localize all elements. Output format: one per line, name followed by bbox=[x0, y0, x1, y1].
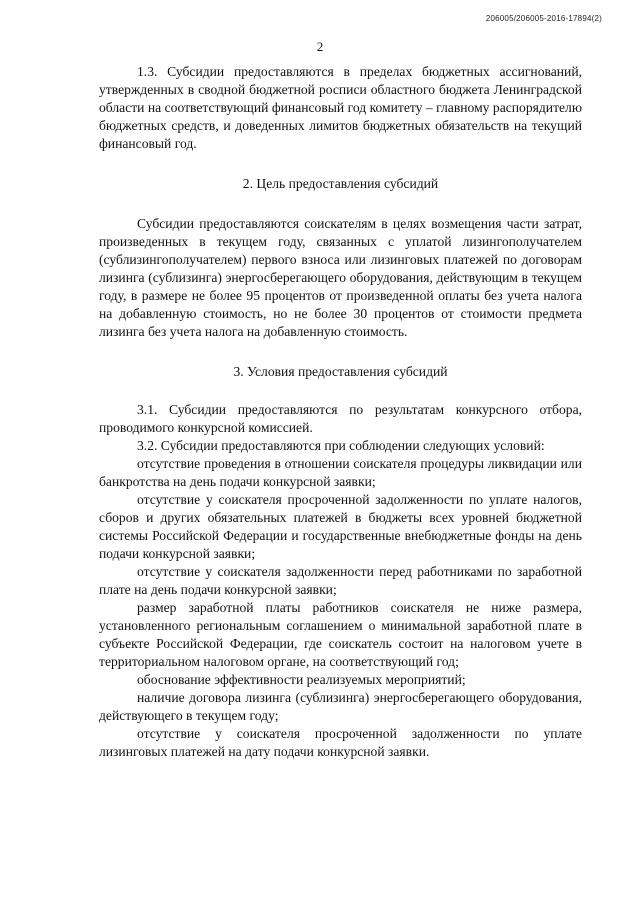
condition-item: размер заработной платы работников соискателя не ниже размера, установленного региональным соглашением о минимальной заработной плате в субъекте Российской Федерации, где соискатель состоит на налоговом учете в территориальном налоговом органе, на соответствующий год; bbox=[99, 600, 582, 669]
document-id: 206005/206005-2016-17894(2) bbox=[485, 14, 602, 23]
condition-item: обоснование эффективности реализуемых мероприятий; bbox=[137, 672, 466, 687]
condition-item: отсутствие у соискателя задолженности перед работниками по заработной плате на день подачи конкурсной заявки; bbox=[99, 564, 582, 597]
paragraph-3-2: 3.2. Субсидии предоставляются при соблюдении следующих условий: bbox=[137, 438, 545, 453]
document-body bbox=[99, 63, 582, 761]
paragraph-1-3: 1.3. Субсидии предоставляются в пределах бюджетных ассигнований, утвержденных в сводной бюджетной росписи областного бюджета Ленинградской области на соответствующий финансовый год комитету – главному распорядителю бюджетных средств, и доведенных лимитов бюджетных обязательств на текущий финансовый год. bbox=[99, 64, 582, 151]
condition-item: отсутствие проведения в отношении соискателя процедуры ликвидации или банкротства на день подачи конкурсной заявки; bbox=[99, 456, 582, 489]
condition-item: наличие договора лизинга (сублизинга) энергосберегающего оборудования, действующего в текущем году; bbox=[99, 690, 582, 723]
page-number: 2 bbox=[316, 39, 324, 54]
condition-item: отсутствие у соискателя просроченной задолженности по уплате налогов, сборов и других обязательных платежей в бюджеты всех уровней бюджетной системы Российской Федерации и государственные внебюджетные фонды на день подачи конкурсной заявки; bbox=[99, 492, 582, 561]
section-3-heading: 3. Условия предоставления субсидий bbox=[233, 364, 448, 379]
paragraph-3-1: 3.1. Субсидии предоставляются по результатам конкурсного отбора, проводимого конкурсной комиссией. bbox=[99, 402, 582, 435]
condition-item: отсутствие у соискателя просроченной задолженности по уплате лизинговых платежей на дату подачи конкурсной заявки. bbox=[99, 726, 582, 759]
section-2-paragraph: Субсидии предоставляются соискателям в целях возмещения части затрат, произведенных в текущем году, связанных с уплатой лизингополучателем (сублизингополучателем) первого взноса или лизинговых платежей по договорам лизинга (сублизинга) энергосберегающего оборудования, действующим в текущем году, в размере не более 95 процентов от произведенной оплаты без учета налога на добавленную стоимость, но не более 30 процентов от стоимости предмета лизинга без учета налога на добавленную стоимость. bbox=[99, 216, 582, 339]
section-2-heading: 2. Цель предоставления субсидий bbox=[242, 176, 439, 191]
